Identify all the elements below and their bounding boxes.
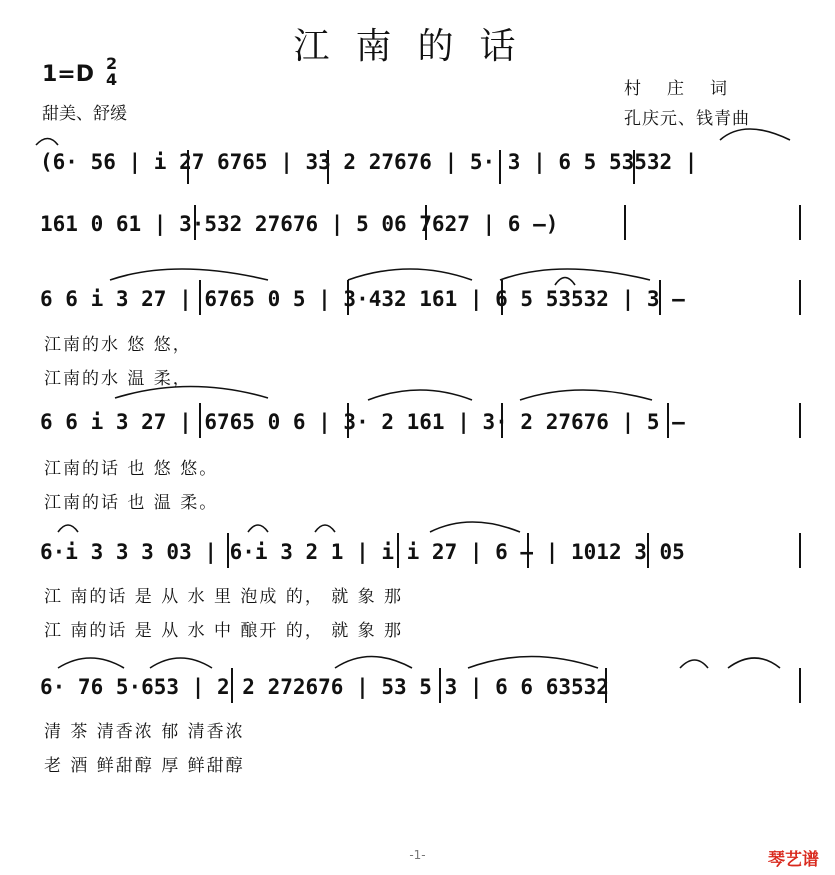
song-title: 江南的话 (293, 26, 542, 67)
time-signature-top: 2 (106, 54, 118, 73)
key-signature: 1=D (42, 62, 95, 87)
lyric-line-1: 江南的水 悠 悠， (44, 335, 192, 355)
lyric-line-2: 江南的水 温 柔， (44, 369, 192, 389)
lyric-line-7: 清 茶 清香浓 郁 清香浓 (44, 722, 245, 742)
score-line-6: 6· 76 5·653 | 2 2 272676 | 53 5 3 | 6 6 63532 (40, 675, 609, 699)
tempo-marking: 甜美、舒缓 (42, 104, 127, 124)
lyric-line-5: 江 南的话 是 从 水 里 泡成 的， 就 象 那 (44, 587, 404, 607)
score-line-1: (6· 56 | i 27 6765 | 33 2 27676 | 5· 3 | 6 5 53532 | (40, 150, 698, 174)
lyric-line-8: 老 酒 鲜甜醇 厚 鲜甜醇 (44, 756, 245, 776)
page-number: -1- (409, 848, 426, 862)
score-line-5: 6·i 3 3 3 03 | 6·i 3 2 1 | i i 27 | 6 – | 1012 3 05 (40, 540, 685, 564)
time-signature-bottom: 4 (106, 70, 118, 89)
watermark-logo: 琴艺谱 (768, 850, 819, 870)
score-line-2: 161 0 61 | 3·532 27676 | 5 06 7627 | 6 –) (40, 212, 559, 236)
composer-credit: 孔庆元、钱青曲 (624, 109, 750, 129)
lyric-line-3: 江南的话 也 悠 悠。 (44, 459, 219, 479)
score-line-3: 6 6 i 3 27 | 6765 0 5 | 3·432 161 | 6 5 53532 | 3 – (40, 287, 685, 311)
score-line-4: 6 6 i 3 27 | 6765 0 6 | 3· 2 161 | 3· 2 27676 | 5 – (40, 410, 685, 434)
lyric-line-6: 江 南的话 是 从 水 中 酿开 的， 就 象 那 (44, 621, 404, 641)
lyric-line-4: 江南的话 也 温 柔。 (44, 493, 219, 513)
lyricist-credit: 村庄词 (624, 79, 753, 99)
